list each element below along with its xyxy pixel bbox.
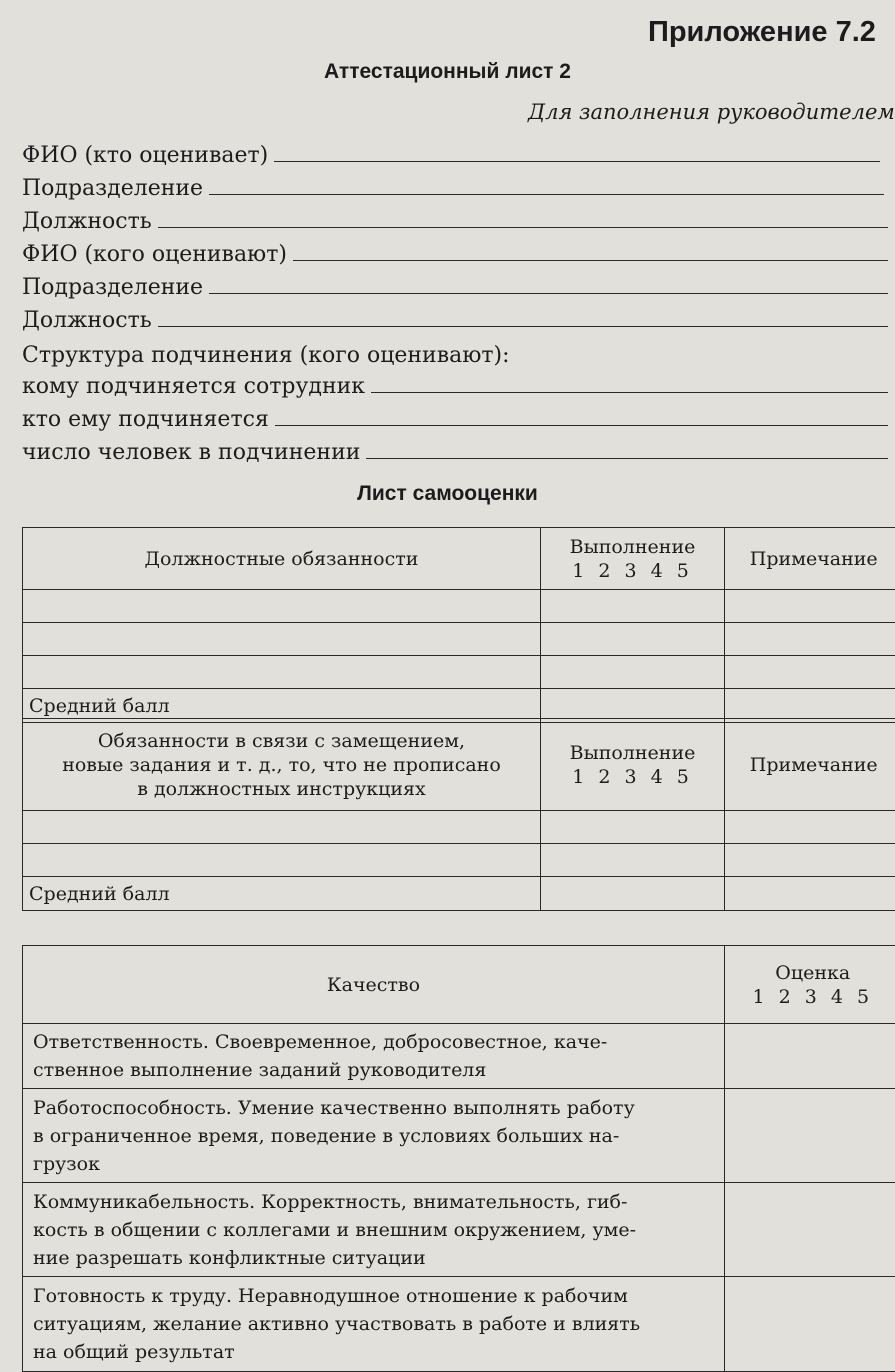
average-score-row bbox=[23, 877, 895, 911]
fill-line bbox=[371, 392, 888, 393]
fill-line bbox=[158, 227, 888, 228]
table-header-row bbox=[23, 719, 895, 811]
col-note: Примечание bbox=[725, 719, 895, 811]
rating-cell[interactable] bbox=[725, 1024, 895, 1089]
fill-line bbox=[274, 161, 880, 162]
field-evaluator-name[interactable]: ФИО (кто оценивает) bbox=[22, 136, 880, 168]
quality-row-responsibility: Ответственность. Своевременное, добросовестное, каче- ственное выполнение заданий руководителя bbox=[23, 1024, 895, 1089]
average-score-label: Средний балл bbox=[23, 689, 541, 723]
structure-heading: Структура подчинения (кого оценивают): bbox=[22, 343, 510, 368]
form-title: Аттестационный лист 2 bbox=[0, 60, 895, 84]
table-row[interactable] bbox=[23, 590, 895, 623]
field-evaluatee-position[interactable]: Должность bbox=[22, 301, 888, 333]
fill-line bbox=[209, 293, 888, 294]
field-evaluatee-department[interactable]: Подразделение bbox=[22, 268, 888, 300]
quality-row-work-capacity: Работоспособность. Умение качественно выполнять работу в ограниченное время, поведение в условиях больших на- грузок bbox=[23, 1089, 895, 1183]
fill-line bbox=[366, 458, 888, 459]
form-subtitle: Для заполнения руководителем bbox=[528, 100, 895, 124]
score-scale: 1 2 3 4 5 bbox=[731, 985, 895, 1009]
fill-line bbox=[293, 260, 888, 261]
field-evaluatee-name[interactable]: ФИО (кого оценивают) bbox=[22, 235, 888, 267]
col-note: Примечание bbox=[725, 528, 895, 590]
rating-cell[interactable] bbox=[725, 1277, 895, 1372]
field-evaluator-department[interactable]: Подразделение bbox=[22, 169, 884, 201]
rating-cell[interactable] bbox=[725, 1089, 895, 1183]
quality-table bbox=[22, 945, 895, 1372]
col-quality: Качество bbox=[23, 946, 725, 1024]
quality-row-work-readiness: Готовность к труду. Неравнодушное отношение к рабочим ситуациям, желание активно участвовать в работе и влиять на общий результат bbox=[23, 1277, 895, 1372]
table-row[interactable] bbox=[23, 623, 895, 656]
col-performance: Выполнение 1 2 3 4 5 bbox=[541, 719, 725, 811]
average-score-label: Средний балл bbox=[23, 877, 541, 911]
additional-duties-table bbox=[22, 718, 895, 911]
table-row[interactable] bbox=[23, 656, 895, 689]
table-header-row bbox=[23, 946, 895, 1024]
table-row[interactable] bbox=[23, 844, 895, 877]
field-subordinate-count[interactable]: число человек в подчинении bbox=[22, 433, 888, 465]
fill-line bbox=[158, 326, 888, 327]
table-header-row bbox=[23, 528, 895, 590]
appendix-label: Приложение 7.2 bbox=[648, 16, 876, 49]
col-rating: Оценка 1 2 3 4 5 bbox=[725, 946, 895, 1024]
fill-line bbox=[275, 425, 888, 426]
score-scale: 1 2 3 4 5 bbox=[547, 559, 718, 583]
self-assessment-title: Лист самооценки bbox=[0, 482, 895, 506]
score-scale: 1 2 3 4 5 bbox=[547, 765, 718, 789]
col-additional-duties: Обязанности в связи с замещением, новые задания и т. д., то, что не прописано в должностных инструкциях bbox=[23, 719, 541, 811]
table-row[interactable] bbox=[23, 811, 895, 844]
field-subordinates[interactable]: кто ему подчиняется bbox=[22, 400, 888, 432]
col-duties: Должностные обязанности bbox=[23, 528, 541, 590]
col-performance: Выполнение 1 2 3 4 5 bbox=[541, 528, 725, 590]
fill-line bbox=[209, 194, 884, 195]
quality-row-communication: Коммуникабельность. Корректность, внимательность, гиб- кость в общении с коллегами и внешним окружением, уме- ние разрешать конфликтные ситуации bbox=[23, 1183, 895, 1277]
duties-table bbox=[22, 527, 895, 723]
field-reports-to[interactable]: кому подчиняется сотрудник bbox=[22, 367, 888, 399]
field-evaluator-position[interactable]: Должность bbox=[22, 202, 888, 234]
rating-cell[interactable] bbox=[725, 1183, 895, 1277]
